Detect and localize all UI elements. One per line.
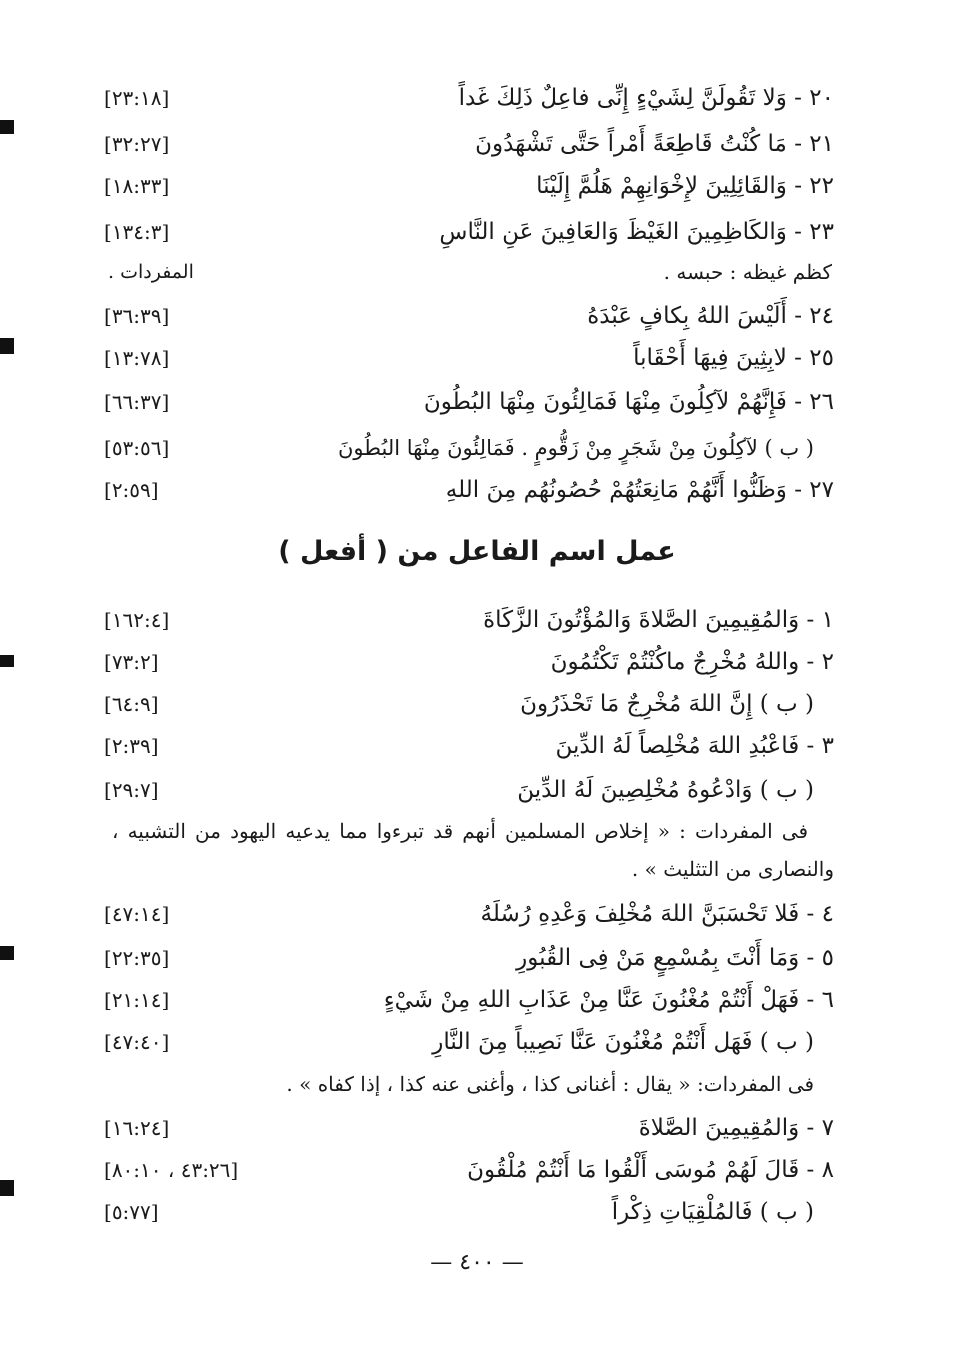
verse-reference: [٢٩:٧] (104, 778, 159, 802)
verse-line (0, 78, 954, 118)
verse-reference: [٤٧:١٤] (104, 902, 170, 926)
verse-line (0, 124, 954, 164)
verse-reference: [٤٧:٤٠] (104, 1030, 170, 1054)
verse-text: ٢٤ - أَلَيْسَ اللهُ بِكافٍ عَبْدَهُ (587, 303, 834, 329)
page-number: — ٤٠٠ — (430, 1250, 524, 1275)
verse-line (0, 166, 954, 206)
verse-line (0, 894, 954, 934)
verse-reference: [٢١:١٤] (104, 988, 170, 1012)
verse-text: ٢٥ - لابِثِينَ فِيهَا أَحْقَاباً (633, 345, 834, 371)
verse-text: ٦ - فَهَلْ أَنْتُمْ مُغْنُونَ عَنَّا مِنْ عَذَابِ اللهِ مِنْ شَيْءٍ (383, 987, 834, 1013)
verse-reference: [٣٦:٣٩] (104, 304, 170, 328)
verse-text: ٢٦ - فَإِنَّهُمْ لآكِلُونَ مِنْهَا فَمَالِئُونَ مِنْهَا البُطُونَ (423, 389, 834, 415)
gloss-line (0, 252, 954, 292)
gloss-text: كظم غيظه : حبسه . (663, 260, 832, 284)
verse-line (0, 382, 954, 422)
verse-text: ٢٣ - وَالكَاظِمِينَ الغَيْظَ وَالعَافِينَ عَنِ النَّاسِ (439, 219, 834, 245)
verse-line (0, 1150, 954, 1190)
verse-line (0, 770, 954, 810)
verse-text: ٣ - فَاعْبُدِ اللهَ مُخْلِصاً لَهُ الدِّينَ (555, 733, 834, 759)
verse-reference: [١٨:٣٣] (104, 174, 170, 198)
verse-line (0, 1022, 954, 1062)
verse-text: ٥ - وَمَا أَنْتَ بِمُسْمِعٍ مَنْ فِى القُبُورِ (516, 945, 834, 971)
verse-line (0, 684, 954, 724)
verse-text: ٢ - واللهُ مُخْرِجٌ ماكُنْتُمْ تَكْتُمُونَ (550, 649, 834, 675)
verse-reference: [١٦٢:٤] (104, 608, 170, 632)
verse-reference: [٤٣:٢٦ ، ٨٠:١٠] (104, 1158, 239, 1182)
verse-text: ٢٧ - وَظَنُّوا أَنَّهُمْ مَانِعَتُهُمْ حُصُونُهُم مِنَ اللهِ (445, 477, 834, 503)
verse-text: ( ب ) لآكِلُونَ مِنْ شَجَرٍ مِنْ زَقُّومٍ . فَمَالِئُونَ مِنْهَا البُطُونَ (337, 436, 814, 460)
verse-reference: [٣٢:٢٧] (104, 132, 170, 156)
verse-text: ( ب ) إِنَّ اللهَ مُخْرِجٌ مَا تَحْذَرُونَ (520, 691, 814, 717)
verse-reference: [٢٣:١٨] (104, 86, 170, 110)
verse-line (0, 1192, 954, 1232)
verse-reference: [١٣٤:٣] (104, 220, 170, 244)
verse-line (0, 428, 954, 468)
verse-line (0, 726, 954, 766)
verse-text: ٢١ - مَا كُنْتُ قَاطِعَةً أَمْراً حَتَّى تَشْهَدُونَ (475, 131, 834, 157)
verse-line (0, 642, 954, 682)
dictionary-note-line (0, 1064, 954, 1104)
verse-reference: [٦٦:٣٧] (104, 390, 170, 414)
dictionary-note: فى المفردات: « يقال : أغنانى كذا ، وأغنى عنه كذا ، إذا كفاه » . (286, 1072, 814, 1096)
verse-text: ( ب ) وَادْعُوهُ مُخْلِصِينَ لَهُ الدِّينَ (517, 777, 814, 803)
verse-reference: [٧٣:٢] (104, 650, 159, 674)
verse-text: ١ - وَالمُقِيمِينَ الصَّلاةَ وَالمُؤْتُونَ الزَّكَاةَ (483, 607, 834, 633)
verse-text: ( ب ) فَالمُلْقِيَاتِ ذِكْراً (611, 1199, 814, 1225)
verse-line (0, 938, 954, 978)
gloss-source: المفردات . (108, 261, 194, 283)
dictionary-note: فى المفردات : « إخلاص المسلمين أنهم قد تبرءوا مما يدعيه اليهود من التشبيه ، والنصارى من التثليث » . (112, 819, 834, 881)
verse-reference: [٦٤:٩] (104, 692, 159, 716)
verse-reference: [٢:٣٩] (104, 734, 159, 758)
verse-reference: [١٣:٧٨] (104, 346, 170, 370)
verse-reference: [٥:٧٧] (104, 1200, 159, 1224)
verse-text: ٢٢ - وَالقَائِلِينَ لإِخْوَانِهِمْ هَلُمَّ إِلَيْنَا (536, 173, 834, 199)
verse-line (0, 212, 954, 252)
verse-line (0, 296, 954, 336)
verse-reference: [٥٣:٥٦] (104, 436, 170, 460)
verse-line (0, 338, 954, 378)
verse-line (0, 600, 954, 640)
section-heading: عمل اسم الفاعل من ( أفعل ) (278, 536, 676, 567)
verse-text: ٨ - قَالَ لَهُمْ مُوسَى أَلْقُوا مَا أَنْتُمْ مُلْقُونَ (467, 1157, 834, 1183)
verse-line (0, 1108, 954, 1148)
verse-text: ٤ - فَلا تَحْسَبَنَّ اللهَ مُخْلِفَ وَعْدِهِ رُسُلَهُ (480, 901, 834, 927)
verse-line (0, 470, 954, 510)
verse-text: ٢٠ - وَلا تَقُولَنَّ لِشَيْءٍ إِنِّى فاعِلٌ ذَلِكَ غَداً (458, 85, 834, 111)
verse-reference: [٢٢:٣٥] (104, 946, 170, 970)
verse-line (0, 980, 954, 1020)
verse-text: ٧ - وَالمُقِيمِينَ الصَّلاةَ (638, 1115, 834, 1141)
verse-reference: [١٦:٢٤] (104, 1116, 170, 1140)
verse-text: ( ب ) فَهَل أَنْتُمْ مُغْنُونَ عَنَّا نَصِيباً مِنَ النَّارِ (432, 1029, 814, 1055)
verse-reference: [٢:٥٩] (104, 478, 159, 502)
